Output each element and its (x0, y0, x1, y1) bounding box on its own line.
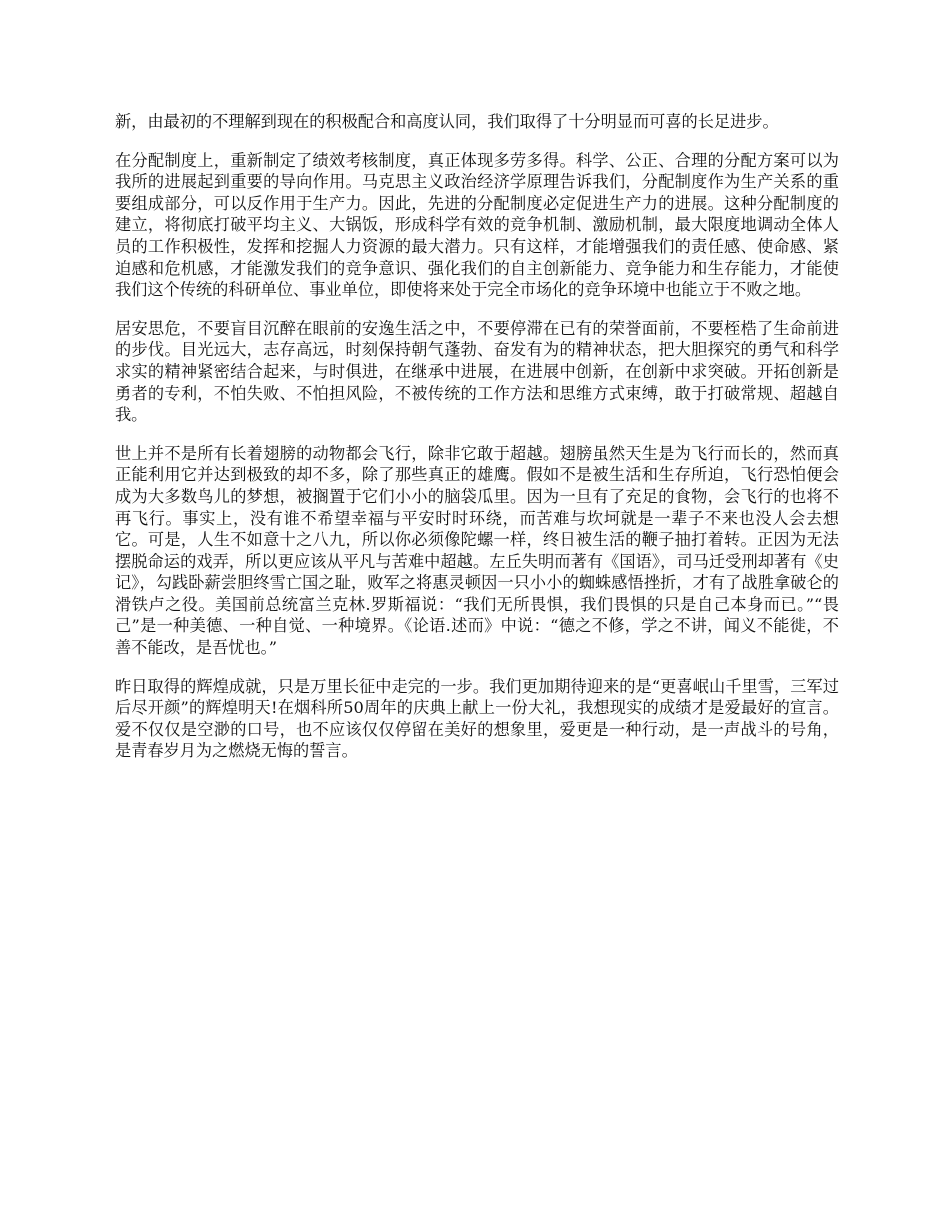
paragraph-1: 新，由最初的不理解到现在的积极配合和高度认同，我们取得了十分明显而可喜的长足进步。 (115, 112, 779, 131)
paragraph-2: 在分配制度上，重新制定了绩效考核制度，真正体现多劳多得。科学、公正、合理的分配方案可以为我所的进展起到重要的导向作用。马克思主义政治经济学原理告诉我们，分配制度作为生产关系的重要组成部分，可以反作用于生产力。因此，先进的分配制度必定促进生产力的进展。这种分配制度的建立，将彻底打破平均主义、大锅饭，形成科学有效的竞争机制、激励机制，最大限度地调动全体人员的工作积极性，发挥和挖掘人力资源的最大潜力。只有这样，才能增强我们的责任感、使命感、紧迫感和危机感，才能激发我们的竞争意识、强化我们的自主创新能力、竞争能力和生存能力，才能使我们这个传统的科研单位、事业单位，即使将来处于完全市场化的竞争环境中也能立于不败之地。 (115, 150, 839, 300)
paragraph-5: 昨日取得的辉煌成就，只是万里长征中走完的一步。我们更加期待迎来的是“更喜岷山千里雪，三军过后尽开颜”的辉煌明天!在烟科所50周年的庆典上献上一份大礼，我想现实的成绩才是爱最好的宣言。爱不仅仅是空渺的口号，也不应该仅仅停留在美好的想象里，爱更是一种行动，是一声战斗的号角，是青春岁月为之燃烧无悔的誓言。 (115, 676, 839, 761)
paragraph-4: 世上并不是所有长着翅膀的动物都会飞行，除非它敢于超越。翅膀虽然天生是为飞行而长的，然而真正能利用它并达到极致的却不多，除了那些真正的雄鹰。假如不是被生活和生存所迫，飞行恐怕便会成为大多数鸟儿的梦想，被搁置于它们小小的脑袋瓜里。因为一旦有了充足的食物，会飞行的也将不再飞行。事实上，没有谁不希望幸福与平安时时环绕，而苦难与坎坷就是一辈子不来也没人会去想它。可是，人生不如意十之八九，所以你必须像陀螺一样，终日被生活的鞭子抽打着转。正因为无法摆脱命运的戏弄，所以更应该从平凡与苦难中超越。左丘失明而著有《国语》，司马迁受刑却著有《史记》，勾践卧薪尝胆终雪亡国之耻，败军之将惠灵顿因一只小小的蜘蛛感悟挫折，才有了战胜拿破仑的滑铁卢之役。美国前总统富兰克林.罗斯福说：“我们无所畏惧，我们畏惧的只是自己本身而已。”“畏己”是一种美德、一种自觉、一种境界。《论语.述而》中说：“德之不修，学之不讲，闻义不能徙，不善不能改，是吾忧也。” (115, 443, 839, 658)
document-page (115, 111, 839, 779)
paragraph-3: 居安思危，不要盲目沉醉在眼前的安逸生活之中，不要停滞在已有的荣誉面前，不要桎梏了生命前进的步伐。目光远大，志存高远，时刻保持朝气蓬勃、奋发有为的精神状态，把大胆探究的勇气和科学求实的精神紧密结合起来，与时俱进，在继承中进展，在进展中创新，在创新中求突破。开拓创新是勇者的专利，不怕失败、不怕担风险，不被传统的工作方法和思维方式束缚，敢于打破常规、超越自我。 (115, 318, 839, 425)
